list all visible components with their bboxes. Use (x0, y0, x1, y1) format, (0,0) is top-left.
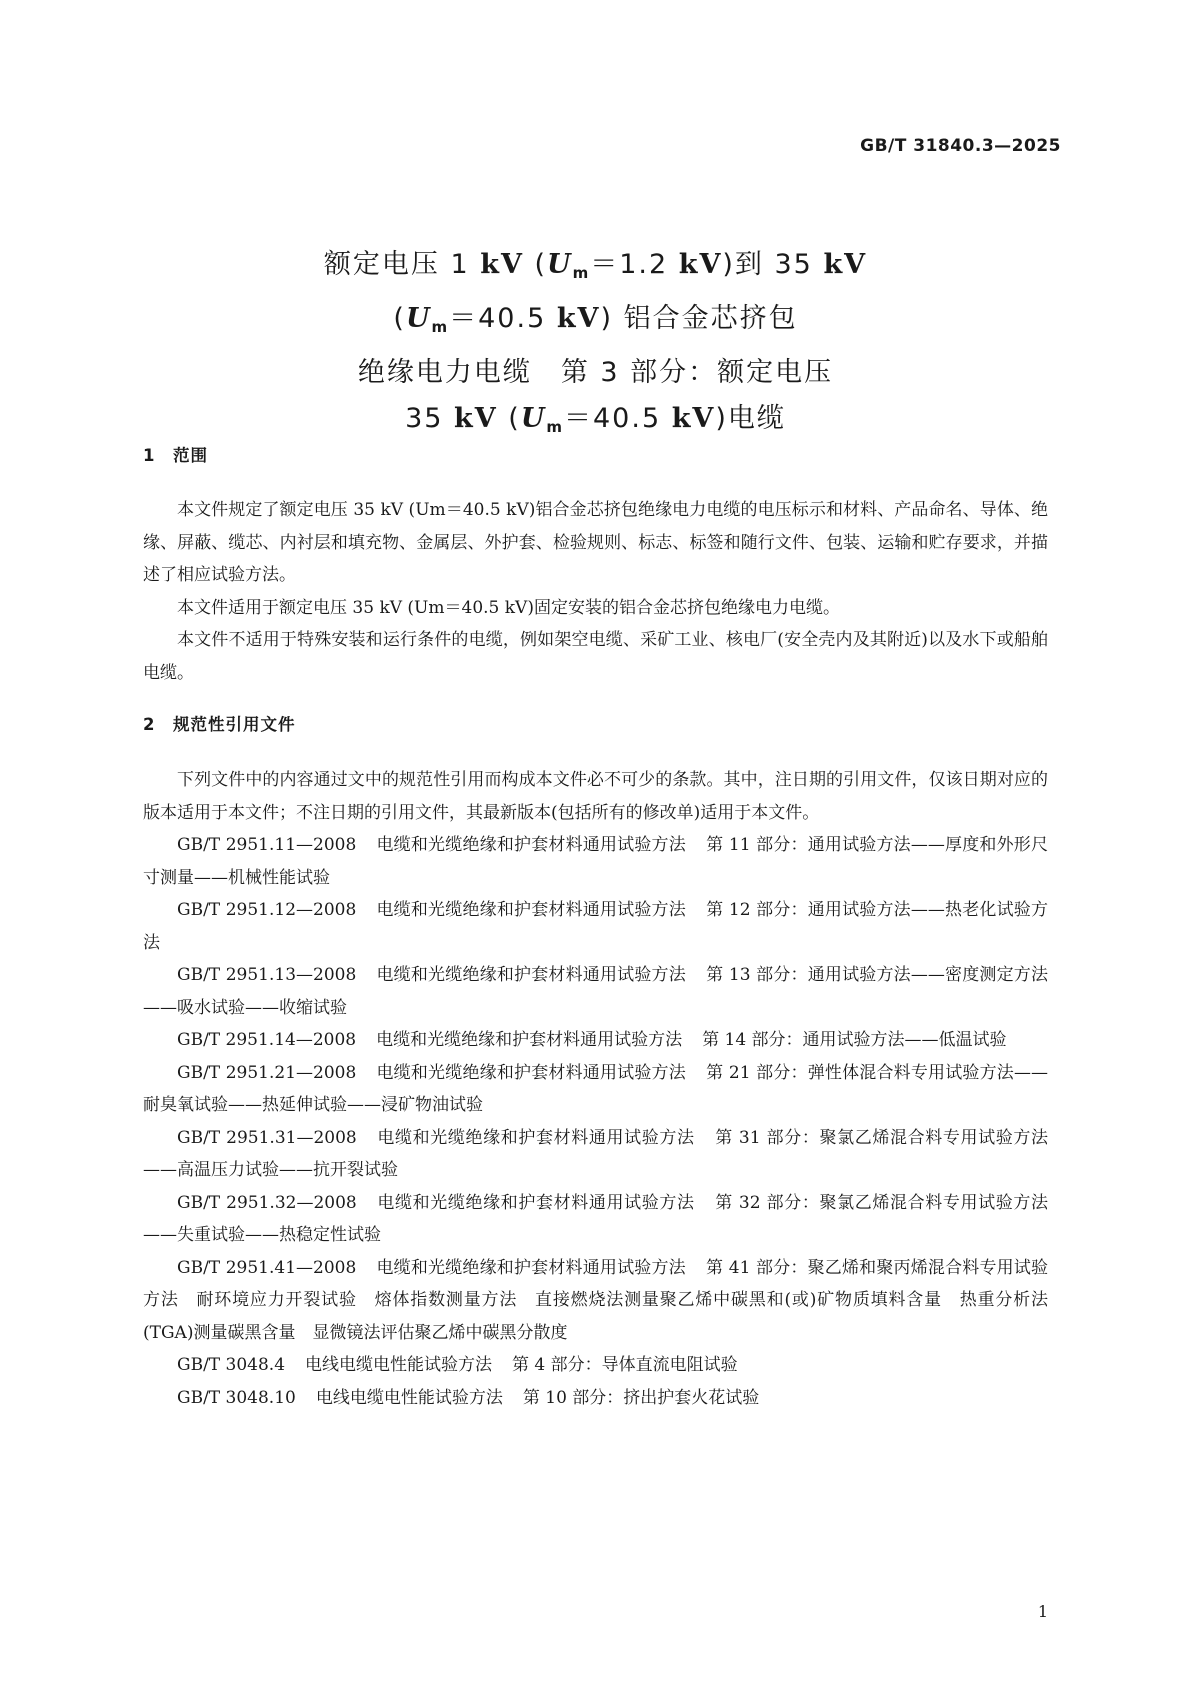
reference-code: GB/T 2951.12—2008 (177, 900, 357, 920)
reference-part: 第 11 部分：通用试验方法——厚度和外形尺寸测量——机械性能试验 (143, 835, 1048, 888)
paragraph: 本文件不适用于特殊安装和运行条件的电缆，例如架空电缆、采矿工业、核电厂(安全壳内及其附近)以及水下或船舶电缆。 (143, 630, 1048, 683)
section-1-heading (143, 442, 208, 466)
title-text: ( (523, 249, 548, 280)
reference-part: 第 21 部分：弹性体混合料专用试验方法——耐臭氧试验——热延伸试验——浸矿物油试验 (143, 1062, 1048, 1115)
title-text: ( (497, 403, 521, 434)
title-text: ) 铝合金芯挤包 (600, 303, 798, 334)
title-unit: kV (454, 403, 498, 434)
reference-item (143, 1024, 1048, 1057)
section-number: 2 (143, 715, 156, 734)
reference-title: 电缆和光缆绝缘和护套材料通用试验方法 (376, 965, 686, 985)
section-1-body (143, 494, 1048, 689)
title-subscript: m (572, 264, 591, 282)
title-symbol: U (547, 249, 573, 280)
document-title (0, 242, 1191, 450)
title-subscript: m (431, 318, 450, 336)
reference-title: 电缆和光缆绝缘和护套材料通用试验方法 (376, 1030, 683, 1050)
title-subscript: m (546, 418, 564, 436)
reference-item (143, 1349, 1048, 1382)
title-unit: kV (480, 249, 524, 280)
title-unit: kV (678, 249, 723, 280)
title-text: ＝1.2 (590, 249, 679, 280)
section-number: 1 (143, 446, 156, 465)
reference-item (143, 959, 1048, 1024)
section-2-body (143, 764, 1048, 1414)
section-2-heading (143, 711, 296, 735)
reference-title: 电缆和光缆绝缘和护套材料通用试验方法 (376, 835, 686, 855)
reference-title: 电缆和光缆绝缘和护套材料通用试验方法 (376, 1062, 686, 1083)
reference-code: GB/T 2951.21—2008 (177, 1062, 357, 1083)
paragraph: 下列文件中的内容通过文中的规范性引用而构成本文件必不可少的条款。其中，注日期的引用文件，仅该日期对应的版本适用于本文件；不注日期的引用文件，其最新版本(包括所有的修改单)适用于本文件。 (143, 770, 1048, 823)
title-text: 35 (405, 403, 455, 434)
reference-item (143, 1252, 1048, 1350)
reference-part: 第 12 部分：通用试验方法——热老化试验方法 (143, 900, 1048, 953)
title-unit: kV (671, 403, 716, 434)
title-unit: kV (556, 303, 601, 334)
reference-item (143, 829, 1048, 894)
reference-code: GB/T 3048.4 (177, 1355, 286, 1375)
title-line-3: 绝缘电力电缆 第 3 部分：额定电压 (357, 357, 834, 388)
reference-part: 第 32 部分：聚氯乙烯混合料专用试验方法——失重试验——热稳定性试验 (143, 1192, 1048, 1245)
reference-title: 电缆和光缆绝缘和护套材料通用试验方法 (376, 1257, 686, 1278)
title-line-2 (0, 296, 1191, 350)
section-title: 范围 (173, 446, 208, 465)
reference-item (143, 894, 1048, 959)
reference-code: GB/T 2951.41—2008 (177, 1257, 357, 1278)
reference-title: 电缆和光缆绝缘和护套材料通用试验方法 (376, 900, 686, 920)
title-text: )电缆 (715, 403, 786, 434)
reference-code: GB/T 2951.14—2008 (177, 1030, 357, 1050)
reference-code: GB/T 2951.11—2008 (177, 835, 357, 855)
reference-part: 第 31 部分：聚氯乙烯混合料专用试验方法——高温压力试验——抗开裂试验 (143, 1127, 1048, 1180)
reference-title: 电线电缆电性能试验方法 (305, 1355, 493, 1375)
reference-title: 电缆和光缆绝缘和护套材料通用试验方法 (376, 1192, 695, 1213)
reference-list (143, 829, 1048, 1414)
title-text: ＝40.5 (449, 303, 557, 334)
title-text: )到 35 (722, 249, 824, 280)
reference-item (143, 1187, 1048, 1252)
title-text: 额定电压 1 (323, 249, 481, 280)
title-line-1 (0, 242, 1191, 296)
title-unit: kV (823, 249, 868, 280)
reference-code: GB/T 2951.13—2008 (177, 965, 357, 985)
reference-part: 第 4 部分：导体直流电阻试验 (512, 1355, 738, 1375)
title-text: ＝40.5 (564, 403, 672, 434)
reference-part: 第 10 部分：挤出护套火花试验 (522, 1387, 760, 1408)
title-symbol: U (520, 403, 547, 434)
paragraph: 本文件规定了额定电压 35 kV (Um＝40.5 kV)铝合金芯挤包绝缘电力电缆的电压标示和材料、产品命名、导体、绝缘、屏蔽、缆芯、内衬层和填充物、金属层、外护套、检验规则、标志、标签和随行文件、包装、运输和贮存要求，并描述了相应试验方法。 (143, 500, 1048, 585)
reference-title: 电缆和光缆绝缘和护套材料通用试验方法 (376, 1127, 695, 1148)
reference-code: GB/T 2951.32—2008 (177, 1192, 357, 1213)
paragraph: 本文件适用于额定电压 35 kV (Um＝40.5 kV)固定安装的铝合金芯挤包绝缘电力电缆。 (177, 597, 840, 618)
reference-item (143, 1057, 1048, 1122)
reference-part: 第 41 部分：聚乙烯和聚丙烯混合料专用试验方法 耐环境应力开裂试验 熔体指数测量方法 直接燃烧法测量聚乙烯中碳黑和(或)矿物质填料含量 热重分析法(TGA)测量碳黑含量 显微镜法评估聚乙烯中碳黑分散度 (143, 1257, 1049, 1343)
title-text: ( (393, 303, 406, 334)
reference-code: GB/T 3048.10 (177, 1387, 296, 1408)
section-title: 规范性引用文件 (173, 715, 296, 734)
title-symbol: U (405, 303, 432, 334)
reference-item (143, 1382, 1048, 1415)
page-number: 1 (1037, 1602, 1048, 1621)
standard-code: GB/T 31840.3—2025 (860, 136, 1061, 156)
reference-code: GB/T 2951.31—2008 (177, 1127, 357, 1148)
reference-part: 第 14 部分：通用试验方法——低温试验 (702, 1030, 1007, 1050)
reference-item (143, 1122, 1048, 1187)
reference-title: 电线电缆电性能试验方法 (315, 1387, 503, 1408)
reference-part: 第 13 部分：通用试验方法——密度测定方法——吸水试验——收缩试验 (143, 965, 1048, 1018)
